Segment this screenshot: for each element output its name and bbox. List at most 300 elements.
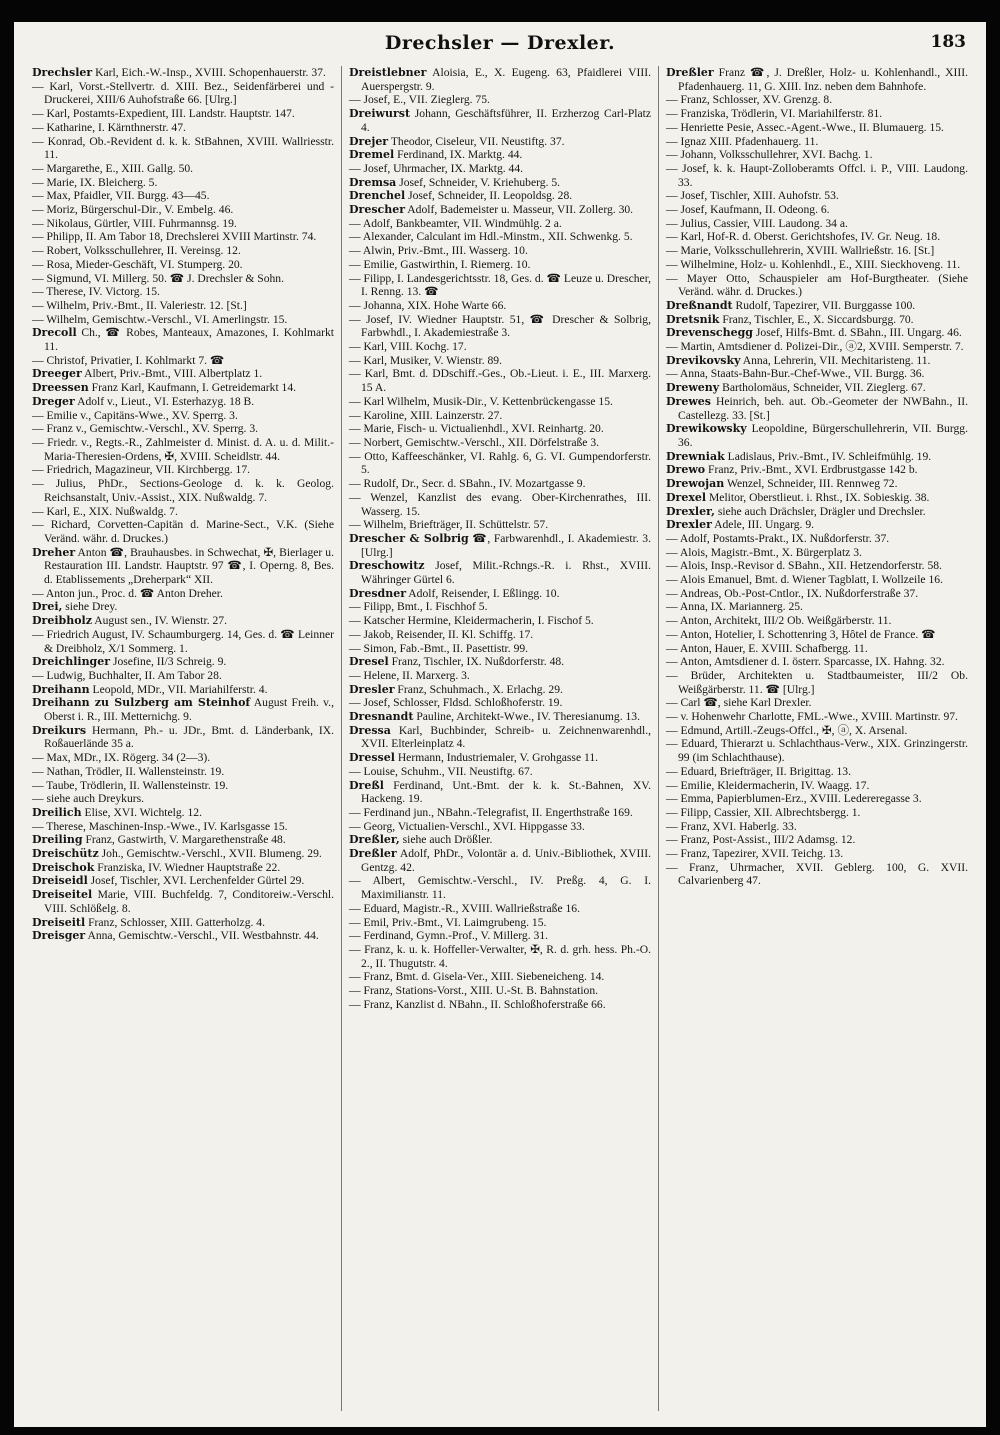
entry-details: Karl, Eich.-W.-Insp., XVIII. Schopenhauerstr. 37. xyxy=(95,66,326,79)
entry-details: Karl, Buchbinder, Schreib- u. Zeichnenwarenhdl., XVII. Elterleinplatz 4. xyxy=(361,723,651,751)
column-divider xyxy=(658,66,659,1411)
entry-details: — Josef, Uhrmacher, IX. Marktg. 44. xyxy=(349,161,524,175)
entry-surname: Dresler xyxy=(349,682,395,696)
directory-entry xyxy=(666,107,968,121)
directory-entry xyxy=(32,354,334,368)
entry-details: — Carl ☎, siehe Karl Drexler. xyxy=(666,696,812,710)
entry-details: — Otto, Kaffeeschänker, VI. Rahlg. 6, G. VI. Gumpendorferstr. 5. xyxy=(349,449,651,477)
directory-entry xyxy=(666,422,968,449)
directory-entry xyxy=(349,395,651,409)
entry-surname: Drewojan xyxy=(666,477,725,491)
entry-details: Ladislaus, Priv.-Bmt., IV. Schleifmühlg. 19. xyxy=(727,449,932,463)
directory-entry xyxy=(349,669,651,683)
directory-entry xyxy=(666,737,968,764)
entry-details: — Filipp, Cassier, XII. Albrechtsbergg. 1. xyxy=(666,805,861,819)
directory-entry xyxy=(349,943,651,970)
entry-details: — Franz v., Gemischtw.-Verschl., XV. Sperrg. 3. xyxy=(32,422,259,436)
page-title: Drechsler — Drexler. xyxy=(384,32,616,54)
entry-details: — Andreas, Ob.-Post-Cntlor., IX. Nußdorferstraße 37. xyxy=(666,586,919,600)
directory-entry xyxy=(349,299,651,313)
entry-surname: Drechsler xyxy=(32,66,93,79)
entry-details: — Anton, Amtsdiener d. I. österr. Sparcasse, IX. Hahng. 32. xyxy=(666,655,945,669)
directory-entry xyxy=(666,505,968,519)
entry-details: — Eduard, Thierarzt u. Schlachthaus-Verw., XIX. Grinzingerstr. 99 (im Schlachthause). xyxy=(666,737,968,765)
directory-entry xyxy=(349,984,651,998)
entry-details: Josef, Schneider, V. Kriehuberg. 5. xyxy=(399,175,561,189)
entry-details: — Emma, Papierblumen-Erz., XVIII. Ledereregasse 3. xyxy=(666,792,922,806)
directory-entry xyxy=(32,135,334,162)
directory-entry xyxy=(32,285,334,299)
directory-entry xyxy=(349,710,651,724)
entry-details: — Marie, IX. Bleicherg. 5. xyxy=(32,175,158,189)
directory-entry xyxy=(666,258,968,272)
entry-details: Adolf, Reisender, I. Eßlingg. 10. xyxy=(408,586,560,600)
entry-details: ☎, Farbwarenhdl., I. Akademiestr. 3. [Ulrg.] xyxy=(361,531,651,559)
directory-entry xyxy=(32,422,334,436)
entry-surname: Drecoll xyxy=(32,326,77,340)
entry-details: — Friedr. v., Regts.-R., Zahlmeister d. Minist. d. A. u. d. Milit.-Maria-Theresien-Ordens, ✠, XVIII. Scheidlstr. 44. xyxy=(32,435,334,463)
directory-entry xyxy=(32,861,334,875)
directory-entry xyxy=(349,655,651,669)
entry-details: — Helene, II. Marxerg. 3. xyxy=(349,668,470,682)
entry-surname: Dreßnandt xyxy=(666,298,733,312)
entry-details: — Therese, IV. Victorg. 15. xyxy=(32,285,160,299)
entry-details: August sen., IV. Wienstr. 27. xyxy=(94,614,227,628)
entry-details: Hermann, Ph.- u. JDr., Bmt. d. Länderbank, IX. Roßauerlände 35 a. xyxy=(44,723,335,751)
directory-entry xyxy=(32,189,334,203)
entry-surname: Dreihann zu Sulzberg am Steinhof xyxy=(32,696,251,710)
directory-entry xyxy=(666,518,968,532)
entry-details: — Nikolaus, Gürtler, VIII. Fuhrmannsg. 19. xyxy=(32,216,237,230)
directory-entry xyxy=(349,272,651,299)
directory-entry xyxy=(349,313,651,340)
entry-details: — Henriette Pesie, Assec.-Agent.-Wwe., II. Blumauerg. 15. xyxy=(666,120,944,134)
directory-entry xyxy=(349,135,651,149)
directory-entry xyxy=(32,230,334,244)
entry-surname: Dressel xyxy=(349,751,395,765)
entry-details: — Ferdinand, Gymn.-Prof., V. Millerg. 31. xyxy=(349,929,549,943)
directory-entry xyxy=(666,642,968,656)
page-number: 183 xyxy=(930,32,966,52)
directory-entry xyxy=(349,902,651,916)
directory-entry xyxy=(666,244,968,258)
directory-entry xyxy=(666,587,968,601)
directory-entry xyxy=(666,272,968,299)
column-2 xyxy=(349,66,651,1012)
entry-details: Ferdinand, IX. Marktg. 44. xyxy=(397,148,523,162)
entry-details: Adolf, PhDr., Volontär a. d. Univ.-Bibliothek, XVIII. Gentzg. 42. xyxy=(361,847,651,874)
entry-details: Franz, Tischler, E., X. Siccardsburgg. 70. xyxy=(722,312,914,326)
entry-surname: Dreschowitz xyxy=(349,559,425,573)
directory-entry xyxy=(349,148,651,162)
entry-details: Aloisia, E., X. Eugeng. 63, Pfaidlerei VIII. Auerspergstr. 9. xyxy=(361,66,651,93)
directory-entry xyxy=(666,477,968,491)
entry-details: Franziska, IV. Wiedner Hauptstraße 22. xyxy=(97,860,281,874)
entry-details: — Josef, E., VII. Zieglerg. 75. xyxy=(349,93,490,107)
directory-entry xyxy=(32,66,334,80)
directory-entry xyxy=(32,847,334,861)
directory-entry xyxy=(349,367,651,394)
entry-details: — Josef, Schlosser, Fldsd. Schloßhoferstr. 19. xyxy=(349,696,563,710)
entry-details: — Karl, Postamts-Expedient, III. Landstr. Hauptstr. 147. xyxy=(32,107,295,121)
directory-entry xyxy=(32,505,334,519)
entry-details: Leopoldine, Bürgerschullehrerin, VII. Burgg. 36. xyxy=(678,422,968,449)
entry-details: — Karoline, XIII. Lainzerstr. 27. xyxy=(349,408,503,422)
entry-surname: Dreihann xyxy=(32,682,90,696)
entry-details: — Franz, Schlosser, XV. Grenzg. 8. xyxy=(666,93,833,107)
directory-entry xyxy=(349,779,651,806)
entry-details: — Anton jun., Proc. d. ☎ Anton Dreher. xyxy=(32,586,223,600)
entry-details: — Louise, Schuhm., VII. Neustiftg. 67. xyxy=(349,764,533,778)
entry-surname: Drexler xyxy=(666,518,712,532)
entry-details: — Katscher Hermine, Kleidermacherin, I. Fischof 5. xyxy=(349,614,594,628)
directory-entry xyxy=(666,600,968,614)
directory-entry xyxy=(32,820,334,834)
entry-details: — Brüder, Architekten u. Stadtbaumeister, III/2 Ob. Weißgärberstr. 11. ☎ [Ulrg.] xyxy=(666,668,968,696)
entry-surname: Dreischok xyxy=(32,860,95,874)
directory-entry xyxy=(32,203,334,217)
entry-details: — Wilhelm, Priv.-Bmt., II. Valeriestr. 12. [St.] xyxy=(32,298,247,312)
entry-surname: Dretsnik xyxy=(666,312,720,326)
directory-entry xyxy=(32,436,334,463)
directory-entry xyxy=(666,121,968,135)
entry-surname: Drexler, xyxy=(666,504,715,518)
directory-entry xyxy=(666,381,968,395)
directory-entry xyxy=(666,833,968,847)
entry-details: Pauline, Architekt-Wwe., IV. Theresianumg. 13. xyxy=(416,710,640,724)
entry-details: Melitor, Oberstlieut. i. Rhst., IX. Sobieskig. 38. xyxy=(708,490,930,504)
entry-details: — Eduard, Magistr.-R., XVIII. Wallrießstraße 16. xyxy=(349,901,580,915)
entry-details: siehe auch Drößler. xyxy=(402,833,493,847)
entry-details: — Josef, Kaufmann, II. Odeong. 6. xyxy=(666,203,830,217)
entry-surname: Dreischütz xyxy=(32,847,99,861)
entry-surname: Drei, xyxy=(32,600,63,614)
entry-details: — Johann, Volksschullehrer, XVI. Bachg. 1. xyxy=(666,148,873,162)
entry-surname: Dreiling xyxy=(32,833,83,847)
directory-entry xyxy=(666,463,968,477)
directory-entry xyxy=(32,367,334,381)
entry-details: — v. Hohenwehr Charlotte, FML.-Wwe., XVIII. Martinstr. 97. xyxy=(666,710,958,724)
entry-details: — Katharine, I. Kärnthnerstr. 47. xyxy=(32,120,186,134)
entry-details: — Franziska, Trödlerin, VI. Mariahilferstr. 81. xyxy=(666,107,883,121)
entry-surname: Drescher & Solbrig xyxy=(349,531,469,545)
entry-details: Josef, Tischler, XVI. Lerchenfelder Gürtel 29. xyxy=(90,874,305,888)
entry-details: Josef, Hilfs-Bmt. d. SBahn., III. Ungarg. 46. xyxy=(755,326,962,340)
entry-details: — Josef, k. k. Haupt-Zolloberamts Offcl. i. P., VIII. Laudong. 33. xyxy=(666,161,968,189)
entry-details: — Emil, Priv.-Bmt., VI. Laimgrubeng. 15. xyxy=(349,915,547,929)
entry-details: Anna, Lehrerin, VII. Mechitaristeng. 11. xyxy=(742,353,931,367)
directory-entry xyxy=(32,244,334,258)
directory-entry xyxy=(349,162,651,176)
entry-surname: Dressa xyxy=(349,723,391,737)
directory-entry xyxy=(666,135,968,149)
entry-details: Elise, XVI. Wichtelg. 12. xyxy=(84,805,202,819)
entry-details: — Wilhelm, Briefträger, II. Schüttelstr. 57. xyxy=(349,518,549,532)
directory-entry xyxy=(666,313,968,327)
directory-entry xyxy=(349,600,651,614)
directory-entry xyxy=(32,614,334,628)
entry-details: — Friedrich, Magazineur, VII. Kirchbergg. 17. xyxy=(32,463,251,477)
entry-details: — Alwin, Priv.-Bmt., III. Wasserg. 10. xyxy=(349,244,528,258)
directory-entry xyxy=(666,326,968,340)
directory-entry xyxy=(666,450,968,464)
entry-surname: Dreßler xyxy=(349,847,397,861)
directory-entry xyxy=(32,779,334,793)
entry-surname: Drescher xyxy=(349,203,406,217)
directory-entry xyxy=(666,861,968,888)
directory-entry xyxy=(349,450,651,477)
entry-surname: Drewo xyxy=(666,463,706,477)
entry-details: Anna, Gemischtw.-Verschl., VII. Westbahnstr. 44. xyxy=(87,929,319,943)
entry-surname: Dreeger xyxy=(32,367,82,381)
entry-surname: Dreger xyxy=(32,394,75,408)
directory-entry xyxy=(666,217,968,231)
entry-details: Franz Karl, Kaufmann, I. Getreidemarkt 14. xyxy=(91,381,297,395)
entry-details: — Wenzel, Kanzlist des evang. Ober-Kirchenrathes, III. Wasserg. 15. xyxy=(349,490,651,518)
entry-details: Anton ☎, Brauhausbes. in Schwechat, ✠, Bierlager u. Restauration III. Landstr. Hauptstr. 97 ☎, I. Operng. 8, Bes. d. Etablissements „Dreherpark“ XII. xyxy=(44,545,334,587)
directory-entry xyxy=(349,751,651,765)
directory-entry xyxy=(349,176,651,190)
entry-details: — Anna, Staats-Bahn-Bur.-Chef-Wwe., VII. Burgg. 36. xyxy=(666,367,925,381)
entry-details: — Karl, Bmt. d. DDschiff.-Ges., Ob.-Lieut. i. E., III. Marxerg. 15 A. xyxy=(349,367,651,395)
entry-details: — Martin, Amtsdiener d. Polizei-Dir., ⓐ2, XVIII. Semperstr. 7. xyxy=(666,340,964,354)
entry-surname: Dreiseitl xyxy=(32,915,86,929)
directory-entry xyxy=(32,162,334,176)
entry-details: Adolf v., Lieut., VI. Esterhazyg. 18 B. xyxy=(77,394,255,408)
entry-details: Heinrich, beh. aut. Ob.-Geometer der NWBahn., II. Castellezg. 33. [St.] xyxy=(678,394,968,422)
directory-entry xyxy=(349,66,651,93)
directory-entry xyxy=(666,203,968,217)
entry-details: — Alexander, Calculant im Hdl.-Minstm., XII. Schwenkg. 5. xyxy=(349,230,633,244)
entry-details: — Richard, Corvetten-Capitän d. Marine-Sect., V.K. (Siehe Veränd. währ. d. Druckes.) xyxy=(32,518,334,545)
entry-surname: Dreisger xyxy=(32,929,86,943)
directory-entry xyxy=(349,409,651,423)
directory-entry xyxy=(32,546,334,587)
directory-page xyxy=(14,22,986,1427)
directory-entry xyxy=(349,833,651,847)
entry-details: Josef, Schneider, II. Leopoldsg. 28. xyxy=(408,189,573,203)
directory-entry xyxy=(349,532,651,559)
entry-details: Adele, III. Ungarg. 9. xyxy=(714,518,815,532)
directory-entry xyxy=(32,628,334,655)
entry-details: — Ferdinand jun., NBahn.-Telegrafist, II. Engerthstraße 169. xyxy=(349,805,633,819)
directory-entry xyxy=(349,189,651,203)
entry-details: — Karl, E., XIX. Nußwaldg. 7. xyxy=(32,504,178,518)
directory-entry xyxy=(349,874,651,901)
entry-details: — Konrad, Ob.-Revident d. k. k. StBahnen, XVIII. Wallriesstr. 11. xyxy=(32,134,334,162)
entry-details: Franz, Schuhmach., X. Erlachg. 29. xyxy=(397,682,563,696)
directory-entry xyxy=(32,696,334,723)
entry-details: Bartholomäus, Schneider, VII. Zieglerg. 67. xyxy=(722,381,926,395)
directory-entry xyxy=(32,463,334,477)
entry-details: — Wilhelmine, Holz- u. Kohlenhdl., E., XIII. Sieckhoveng. 11. xyxy=(666,257,961,271)
entry-surname: Drenchel xyxy=(349,189,406,203)
entry-surname: Dreweny xyxy=(666,381,720,395)
entry-details: — Franz, Tapezirer, XVII. Teichg. 13. xyxy=(666,847,844,861)
entry-details: Ch., ☎ Robes, Manteaux, Amazones, I. Kohlmarkt 11. xyxy=(44,326,334,354)
entry-surname: Dresel xyxy=(349,655,389,669)
directory-entry xyxy=(32,272,334,286)
entry-surname: Dreiseidl xyxy=(32,874,88,888)
entry-details: — Georg, Victualien-Verschl., XVI. Hippgasse 33. xyxy=(349,819,585,833)
entry-details: — Taube, Trödlerin, II. Wallensteinstr. 19. xyxy=(32,778,229,792)
directory-entry xyxy=(349,258,651,272)
entry-surname: Drexel xyxy=(666,490,707,504)
entry-details: Leopold, MDr., VII. Mariahilferstr. 4. xyxy=(92,682,268,696)
directory-entry xyxy=(666,628,968,642)
page-header xyxy=(14,32,986,60)
directory-entry xyxy=(666,710,968,724)
entry-surname: Drejer xyxy=(349,134,389,148)
entry-details: — Josef, Tischler, XIII. Auhofstr. 53. xyxy=(666,189,839,203)
directory-entry xyxy=(666,820,968,834)
directory-entry xyxy=(32,888,334,915)
entry-surname: Dreilich xyxy=(32,805,82,819)
directory-entry xyxy=(32,751,334,765)
entry-details: — Marie, Fisch- u. Victualienhdl., XVI. Reinhartg. 20. xyxy=(349,422,604,436)
directory-entry xyxy=(666,696,968,710)
entry-details: — Edmund, Artill.-Zeugs-Offcl., ✠, ⓐ, X. Arsenal. xyxy=(666,723,908,737)
entry-surname: Dreichlinger xyxy=(32,655,111,669)
entry-surname: Dreher xyxy=(32,545,76,559)
directory-entry xyxy=(32,916,334,930)
entry-surname: Drewniak xyxy=(666,449,725,463)
entry-details: — Robert, Volksschullehrer, II. Vereinsg. 12. xyxy=(32,244,241,258)
entry-details: — Karl, Hof-R. d. Oberst. Gerichtshofes, IV. Gr. Neug. 18. xyxy=(666,230,941,244)
directory-entry xyxy=(32,929,334,943)
directory-entry xyxy=(666,559,968,573)
directory-entry xyxy=(32,299,334,313)
entry-details: — Therese, Maschinen-Insp.-Wwe., IV. Karlsgasse 15. xyxy=(32,819,288,833)
entry-details: siehe auch Drächsler, Drägler und Drechsler. xyxy=(717,504,926,518)
directory-entry xyxy=(349,696,651,710)
entry-surname: Drewikowsky xyxy=(666,422,747,436)
directory-entry xyxy=(666,532,968,546)
entry-details: — Franz, Uhrmacher, XVII. Geblerg. 100, G. XVII. Calvarienberg 47. xyxy=(666,860,968,888)
entry-details: — Karl Wilhelm, Musik-Dir., V. Kettenbrückengasse 15. xyxy=(349,394,613,408)
directory-entry xyxy=(349,244,651,258)
directory-entry xyxy=(32,587,334,601)
directory-entry xyxy=(666,66,968,93)
entry-details: — Franz, Kanzlist d. NBahn., II. Schloßhoferstraße 66. xyxy=(349,997,606,1011)
directory-entry xyxy=(666,340,968,354)
directory-entry xyxy=(666,669,968,696)
directory-entry xyxy=(666,230,968,244)
entry-details: — Alois, Magistr.-Bmt., X. Bürgerplatz 3. xyxy=(666,545,862,559)
entry-details: — Filipp, I. Landesgerichtsstr. 18, Ges. d. ☎ Leuze u. Drescher, I. Renng. 13. ☎ xyxy=(349,271,651,299)
entry-details: — Friedrich August, IV. Schaumburgerg. 14, Ges. d. ☎ Leinner & Dreibholz, X/1 Sommerg. 1. xyxy=(32,627,334,655)
directory-entry xyxy=(666,491,968,505)
entry-surname: Dreßl xyxy=(349,778,384,792)
directory-entry xyxy=(32,121,334,135)
directory-entry xyxy=(32,176,334,190)
directory-entry xyxy=(32,655,334,669)
directory-entry xyxy=(349,217,651,231)
directory-entry xyxy=(349,642,651,656)
directory-entry xyxy=(349,683,651,697)
entry-surname: Drevikovsky xyxy=(666,353,741,367)
entry-details: — Emilie, Gastwirthin, I. Riemerg. 10. xyxy=(349,257,531,271)
entry-details: — Wilhelm, Gemischtw.-Verschl., VI. Amerlingstr. 15. xyxy=(32,312,288,326)
directory-entry xyxy=(349,518,651,532)
directory-entry xyxy=(666,93,968,107)
entry-details: Josefine, II/3 Schreig. 9. xyxy=(112,655,227,669)
directory-entry xyxy=(666,189,968,203)
entry-details: Franz, Priv.-Bmt., XVI. Erdbrustgasse 142 b. xyxy=(708,463,918,477)
directory-entry xyxy=(666,354,968,368)
entry-details: — Jakob, Reisender, II. Kl. Schiffg. 17. xyxy=(349,627,534,641)
directory-entry xyxy=(666,614,968,628)
entry-details: — Eduard, Briefträger, II. Brigittag. 13. xyxy=(666,764,851,778)
directory-entry xyxy=(349,559,651,586)
directory-entry xyxy=(349,614,651,628)
directory-entry xyxy=(349,847,651,874)
entry-surname: Dreiseitel xyxy=(32,888,93,902)
directory-entry xyxy=(32,326,334,353)
directory-entry xyxy=(32,477,334,504)
directory-entry xyxy=(32,107,334,121)
entry-details: — Max, MDr., IX. Rögerg. 34 (2—3). xyxy=(32,751,211,765)
entry-details: — Albert, Gemischtw.-Verschl., IV. Preßg. 4, G. I. Maximilianstr. 11. xyxy=(349,874,651,902)
entry-details: — Christof, Privatier, I. Kohlmarkt 7. ☎ xyxy=(32,353,225,367)
entry-details: — Franz, Post-Assist., III/2 Adamsg. 12. xyxy=(666,833,856,847)
directory-entry xyxy=(32,765,334,779)
column-divider xyxy=(341,66,342,1411)
entry-details: — Franz, k. u. k. Hoffeller-Verwalter, ✠, R. d. grh. hess. Ph.-O. 2., II. Thugutstr. 4. xyxy=(349,943,651,970)
entry-details: — Anton, Hotelier, I. Schottenring 3, Hôtel de France. ☎ xyxy=(666,627,936,641)
entry-details: Marie, VIII. Buchfeldg. 7, Conditoreiw.-Verschl. VIII. Schlößelg. 8. xyxy=(44,888,334,915)
directory-entry xyxy=(349,340,651,354)
entry-details: — Filipp, Bmt., I. Fischhof 5. xyxy=(349,600,488,614)
directory-entry xyxy=(32,874,334,888)
directory-entry xyxy=(32,258,334,272)
directory-entry xyxy=(666,299,968,313)
directory-entry xyxy=(349,916,651,930)
entry-details: — Norbert, Gemischtw.-Verschl., XII. Dörfelstraße 3. xyxy=(349,435,600,449)
entry-details: — Franz, Bmt. d. Gisela-Ver., XIII. Siebeneicheng. 14. xyxy=(349,970,605,984)
entry-details: — Josef, IV. Wiedner Hauptstr. 51, ☎ Drescher & Solbrig, Farbwhdl., I. Akademiestraße 3. xyxy=(349,312,651,340)
entry-details: Hermann, Industriemaler, V. Grohgasse 11. xyxy=(397,751,599,765)
entry-details: siehe Drey. xyxy=(65,600,118,614)
directory-entry xyxy=(349,230,651,244)
entry-details: — Emilie, Kleidermacherin, IV. Waagg. 17. xyxy=(666,778,870,792)
entry-details: — Moriz, Bürgerschul-Dir., V. Embelg. 46. xyxy=(32,203,234,217)
entry-details: Franz, Schlosser, XIII. Gatterholzg. 4. xyxy=(88,915,265,929)
entry-details: — Karl, Vorst.-Stellvertr. d. XIII. Bez., Seidenfärberei und -Druckerei, XIII/6 Auhofstraße 66. [Ulrg.] xyxy=(32,79,334,107)
entry-details: — Marie, Volksschullehrerin, XVIII. Wallrießstr. 16. [St.] xyxy=(666,244,935,258)
directory-entry xyxy=(349,422,651,436)
directory-entry xyxy=(32,217,334,231)
directory-entry xyxy=(32,724,334,751)
entry-details: — Sigmund, VI. Millerg. 50. ☎ J. Drechsler & Sohn. xyxy=(32,271,284,285)
column-1 xyxy=(32,66,334,943)
entry-surname: Dresdner xyxy=(349,586,407,600)
directory-entry xyxy=(349,806,651,820)
entry-details: — Anton, Architekt, III/2 Ob. Weißgärberstr. 11. xyxy=(666,614,892,628)
directory-entry xyxy=(666,546,968,560)
entry-details: — Alois Emanuel, Bmt. d. Wiener Tagblatt, I. Wollzeile 16. xyxy=(666,573,943,587)
entry-details: — siehe auch Dreykurs. xyxy=(32,792,145,806)
entry-surname: Dreistlebner xyxy=(349,66,427,79)
directory-entry xyxy=(349,93,651,107)
directory-entry xyxy=(32,381,334,395)
directory-entry xyxy=(349,929,651,943)
entry-details: — Emilie v., Capitäns-Wwe., XV. Sperrg. 3. xyxy=(32,408,238,422)
entry-details: Johann, Geschäftsführer, II. Erzherzog Carl-Platz 4. xyxy=(361,107,652,134)
directory-entry xyxy=(32,833,334,847)
entry-details: Ferdinand, Unt.-Bmt. der k. k. St.-Bahnen, XV. Hackeng. 19. xyxy=(361,778,652,806)
directory-entry xyxy=(666,779,968,793)
